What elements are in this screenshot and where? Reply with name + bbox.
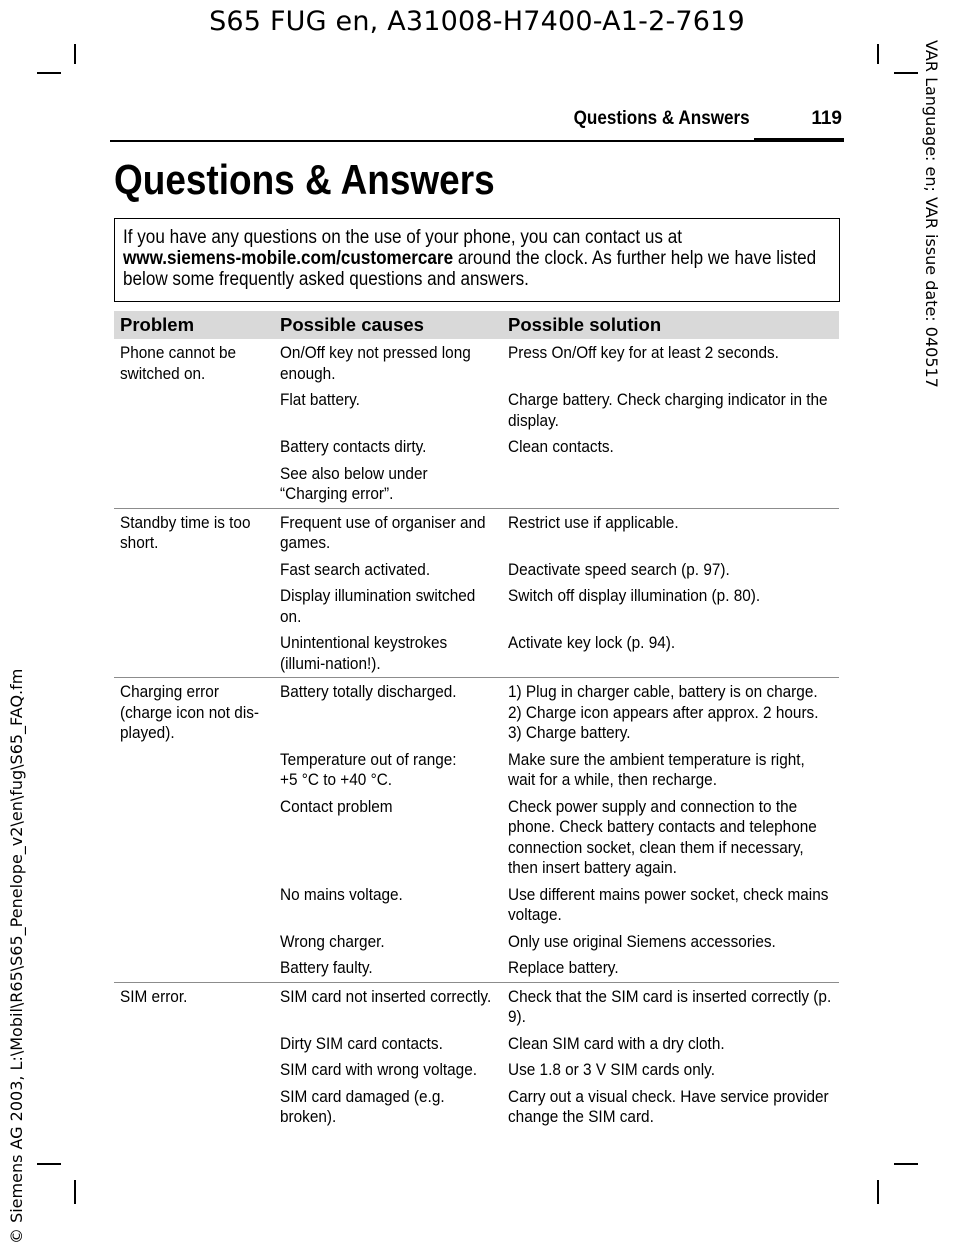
cause-text: Dirty SIM card contacts. [280, 1034, 443, 1053]
problem-text: Standby time is too short. [120, 513, 251, 552]
crop-mark [894, 1163, 918, 1165]
solution-cell [502, 882, 839, 929]
crop-mark [877, 44, 879, 64]
solution-text: Replace battery. [508, 959, 619, 977]
intro-box [114, 218, 840, 302]
solution-cell [502, 461, 839, 509]
solution-cell [502, 557, 839, 584]
cause-cell [274, 747, 502, 794]
cause-cell [274, 794, 502, 882]
header-problem: Problem [114, 311, 274, 339]
solution-text: Check power supply and connection to the phone. Check battery contacts and telephone connection socket, clean them if necessary, then insert battery again. [508, 797, 817, 877]
problem-text: SIM error. [120, 987, 188, 1006]
running-head [110, 106, 844, 142]
crop-mark [894, 72, 918, 74]
side-margin-filepath: © Siemens AG 2003, L:\Mobil\R65\S65_Penelope_v2\en\fug\S65_FAQ.fm [7, 668, 26, 1244]
solution-text: Charge battery. Check charging indicator in the display. [508, 391, 828, 430]
solution-text: Use different mains power socket, check mains voltage. [508, 885, 829, 924]
cause-cell [274, 508, 502, 557]
crop-mark [877, 1180, 879, 1204]
page-number: 119 [811, 108, 842, 129]
customer-care-link[interactable]: www.siemens-mobile.com/customercare [123, 248, 454, 269]
header-possible-causes: Possible causes [274, 311, 502, 339]
solution-text: Press On/Off key for at least 2 seconds. [508, 344, 779, 362]
crop-mark [37, 72, 61, 74]
solution-cell [502, 339, 839, 387]
cause-text: Frequent use of organiser and games. [280, 513, 486, 552]
cause-text: On/Off key not pressed long enough. [280, 344, 471, 383]
solution-cell [502, 434, 839, 461]
solution-cell [502, 1084, 839, 1131]
cause-cell [274, 1057, 502, 1084]
solution-cell [502, 508, 839, 557]
solution-text: Deactivate speed search (p. 97). [508, 560, 730, 579]
cause-text: No mains voltage. [280, 885, 403, 904]
cause-cell [274, 929, 502, 956]
cause-text: Battery contacts dirty. [280, 438, 427, 456]
cause-cell [274, 982, 502, 1031]
table-row [114, 678, 839, 747]
solution-cell [502, 678, 839, 747]
solution-text: Clean SIM card with a dry cloth. [508, 1034, 725, 1053]
solution-text: Activate key lock (p. 94). [508, 634, 676, 652]
cause-text: Unintentional keystrokes (illumi-nation!). [280, 634, 448, 673]
document-header: S65 FUG en, A31008-H7400-A1-2-7619 [209, 6, 745, 37]
header-rule [110, 140, 844, 142]
crop-mark [37, 1163, 61, 1165]
crop-mark [74, 44, 76, 64]
problem-cell [114, 339, 274, 508]
cause-text: SIM card not inserted correctly. [280, 987, 492, 1006]
solution-cell [502, 955, 839, 982]
intro-text-continued: around the clock. As further help we have listed below some frequently asked questions and answers. [123, 248, 817, 290]
solution-text: Use 1.8 or 3 V SIM cards only. [508, 1061, 715, 1079]
running-head-title: Questions & Answers [573, 108, 750, 129]
solution-text: Make sure the ambient temperature is right, wait for a while, then recharge. [508, 750, 805, 789]
cause-text: Wrong charger. [280, 932, 385, 951]
faq-table [114, 311, 839, 1131]
problem-cell [114, 508, 274, 678]
cause-text: Contact problem [280, 797, 393, 816]
problem-cell [114, 678, 274, 983]
table-row [114, 508, 839, 557]
cause-cell [274, 434, 502, 461]
cause-cell [274, 583, 502, 630]
cause-cell [274, 557, 502, 584]
solution-cell [502, 387, 839, 434]
solution-cell [502, 747, 839, 794]
cause-text: See also below under “Charging error”. [280, 464, 428, 503]
cause-cell [274, 461, 502, 509]
solution-cell [502, 982, 839, 1031]
cause-text: Battery totally discharged. [280, 683, 457, 701]
cause-cell [274, 955, 502, 982]
crop-mark [74, 1180, 76, 1204]
cause-cell [274, 882, 502, 929]
table-row [114, 339, 839, 387]
cause-text: Fast search activated. [280, 560, 431, 579]
problem-text: Charging error (charge icon not dis-played). [120, 683, 260, 742]
solution-text: Only use original Siemens accessories. [508, 932, 776, 951]
cause-cell [274, 630, 502, 678]
side-margin-language: VAR Language: en; VAR issue date: 040517 [922, 40, 941, 388]
page-title: Questions & Answers [114, 156, 495, 203]
cause-text: SIM card with wrong voltage. [280, 1061, 478, 1079]
cause-cell [274, 678, 502, 747]
solution-text: Check that the SIM card is inserted correctly (p. 9). [508, 987, 832, 1026]
header-possible-solution: Possible solution [502, 311, 839, 339]
cause-text: Temperature out of range: +5 °C to +40 °C. [280, 750, 457, 789]
cause-text: Display illumination switched on. [280, 587, 476, 626]
table-header-row [114, 311, 839, 339]
cause-cell [274, 387, 502, 434]
cause-cell [274, 339, 502, 387]
solution-cell [502, 630, 839, 678]
solution-cell [502, 929, 839, 956]
solution-text: 1) Plug in charger cable, battery is on charge. 2) Charge icon appears after approx. 2 hours. 3) Charge battery. [508, 683, 819, 742]
solution-cell [502, 583, 839, 630]
solution-cell [502, 1031, 839, 1058]
cause-text: SIM card damaged (e.g. broken). [280, 1087, 445, 1126]
problem-text: Phone cannot be switched on. [120, 344, 237, 383]
solution-text: Switch off display illumination (p. 80). [508, 587, 761, 605]
cause-cell [274, 1031, 502, 1058]
solution-text: Carry out a visual check. Have service provider change the SIM card. [508, 1087, 829, 1126]
solution-cell [502, 794, 839, 882]
cause-text: Battery faulty. [280, 959, 373, 977]
cause-text: Flat battery. [280, 391, 360, 409]
solution-text: Clean contacts. [508, 438, 614, 456]
intro-text: If you have any questions on the use of your phone, you can contact us at [123, 227, 682, 248]
solution-text: Restrict use if applicable. [508, 513, 679, 532]
solution-cell [502, 1057, 839, 1084]
cause-cell [274, 1084, 502, 1131]
problem-cell [114, 982, 274, 1131]
header-rule-tab [754, 138, 844, 142]
table-row [114, 982, 839, 1031]
